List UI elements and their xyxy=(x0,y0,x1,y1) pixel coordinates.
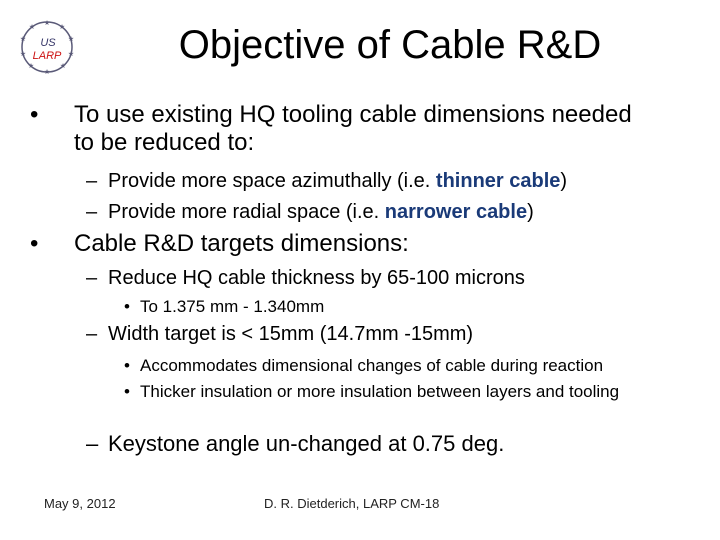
bullet-2 xyxy=(30,230,654,258)
svg-text:★: ★ xyxy=(67,35,75,43)
svg-text:★: ★ xyxy=(67,50,75,58)
slide-title: Objective of Cable R&D xyxy=(178,23,602,67)
highlight-narrower-cable: narrower cable xyxy=(384,201,528,223)
sub-bullet-1 xyxy=(86,169,567,193)
bullet-1-text: To use existing HQ tooling cable dimensions needed to be reduced to: xyxy=(74,101,632,156)
sub-bullet-5-text: Keystone angle un-changed at 0.75 deg. xyxy=(108,431,505,456)
dash-marker: – xyxy=(86,201,98,223)
dash-marker: – xyxy=(86,267,98,289)
svg-text:★: ★ xyxy=(43,68,51,76)
dash-marker: – xyxy=(86,323,98,345)
highlight-thinner-cable: thinner cable xyxy=(435,170,561,192)
sub-bullet-2-post: ) xyxy=(527,201,534,223)
sub-bullet-1-text xyxy=(108,169,567,193)
svg-text:★: ★ xyxy=(59,62,67,70)
sub-bullet-2-text xyxy=(108,200,534,224)
footer-date: May 9, 2012 xyxy=(44,496,116,511)
logo-text-larp: LARP xyxy=(32,50,62,62)
sub-bullet-3-text: Reduce HQ cable thickness by 65-100 microns xyxy=(108,267,525,289)
footer-author: D. R. Dietderich, LARP CM-18 xyxy=(264,496,440,511)
sub-bullet-4-text: Width target is < 15mm (14.7mm -15mm) xyxy=(108,323,474,345)
bullet-dot: • xyxy=(124,382,130,401)
sub-bullet-2-pre: Provide more radial space (i.e. xyxy=(108,201,385,223)
svg-text:★: ★ xyxy=(28,23,36,31)
logo-text-us: US xyxy=(40,37,56,49)
sub-bullet-1-pre: Provide more space azimuthally (i.e. xyxy=(108,170,436,192)
svg-text:★: ★ xyxy=(19,35,27,43)
us-larp-logo xyxy=(18,18,76,76)
sub-bullet-5 xyxy=(86,431,504,457)
bullet-dot: • xyxy=(124,356,130,375)
bullet-2-text: Cable R&D targets dimensions: xyxy=(74,230,409,257)
sub-bullet-3 xyxy=(86,266,525,290)
bullet-dot: • xyxy=(30,230,39,257)
subsub-bullet-1 xyxy=(124,296,700,317)
sub-bullet-2 xyxy=(86,200,534,224)
bullet-dot: • xyxy=(124,297,130,316)
svg-text:★: ★ xyxy=(27,62,35,70)
subsub-bullet-2 xyxy=(124,355,700,376)
sub-bullet-1-post: ) xyxy=(560,170,568,192)
svg-text:★: ★ xyxy=(43,19,51,27)
subsub-bullet-3 xyxy=(124,381,650,402)
bullet-dot: • xyxy=(30,101,39,128)
bullet-1 xyxy=(30,101,654,157)
subsub-bullet-3-text: Thicker insulation or more insulation between layers and tooling xyxy=(140,382,620,401)
sub-bullet-4 xyxy=(86,322,473,346)
subsub-bullet-2-text: Accommodates dimensional changes of cable during reaction xyxy=(140,356,604,375)
subsub-bullet-1-text: To 1.375 mm - 1.340mm xyxy=(140,297,325,316)
svg-text:★: ★ xyxy=(58,23,66,31)
svg-text:★: ★ xyxy=(19,50,27,58)
dash-marker: – xyxy=(86,431,99,456)
dash-marker: – xyxy=(86,170,98,192)
